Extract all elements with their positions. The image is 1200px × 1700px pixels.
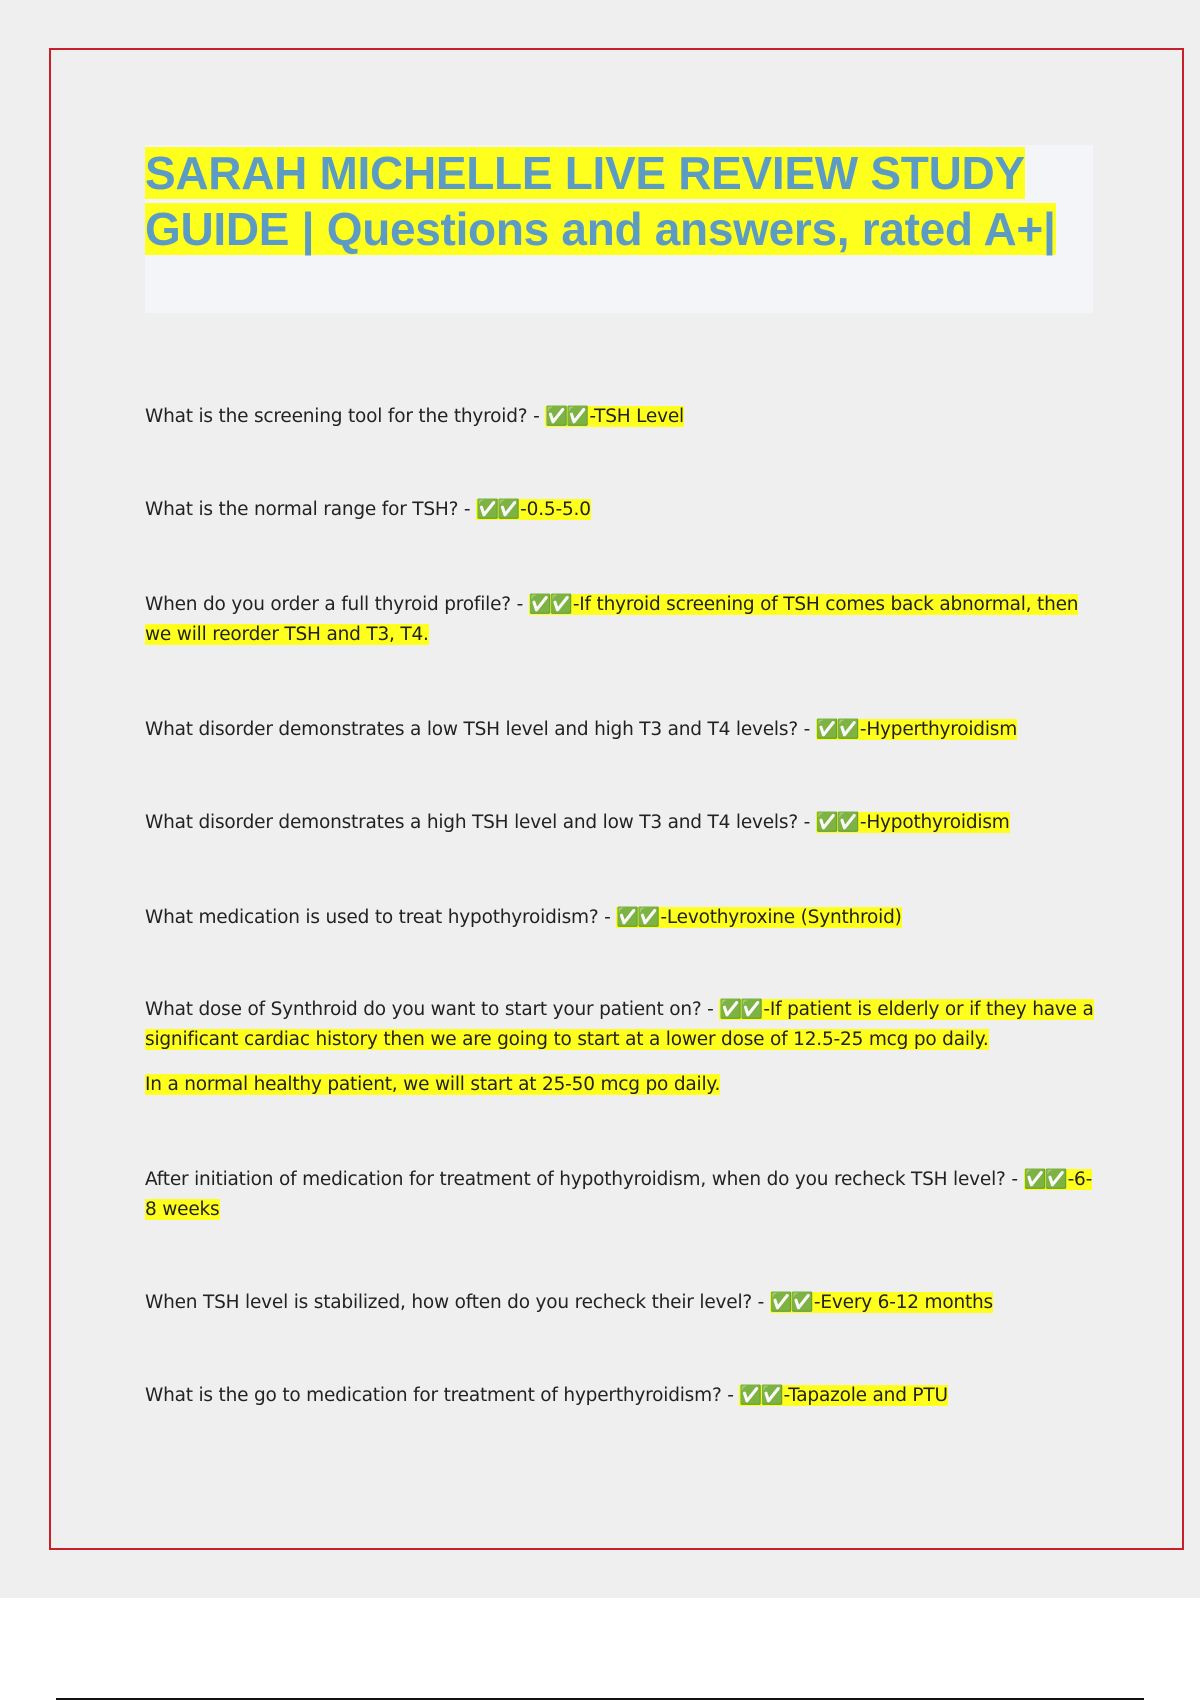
answer-highlight — [545, 406, 684, 427]
double-check-mark-icon: ✅✅ — [719, 999, 762, 1020]
answer-highlight — [816, 812, 1010, 833]
document-title: SARAH MICHELLE LIVE REVIEW STUDY GUIDE | Questions and answers, rated A+| — [145, 147, 1056, 255]
qa-item-4 — [145, 715, 1095, 745]
qa-item-3 — [145, 590, 1095, 650]
answer-text: -If thyroid screening of TSH comes back abnormal, then we will reorder TSH and T3, T4. — [145, 594, 1079, 645]
answer-highlight — [476, 499, 591, 520]
question-text: When do you order a full thyroid profile? - — [145, 594, 529, 615]
question-text: What dose of Synthroid do you want to start your patient on? - — [145, 999, 720, 1020]
question-text: What is the screening tool for the thyroid? - — [145, 406, 546, 427]
qa-item-5 — [145, 808, 1095, 838]
qa-item-6 — [145, 903, 1095, 933]
double-check-mark-icon: ✅✅ — [476, 499, 519, 520]
answer-text: -6-8 weeks — [145, 1169, 1093, 1220]
answer-text: -Every 6-12 months — [813, 1292, 994, 1313]
question-text: When TSH level is stabilized, how often do you recheck their level? - — [145, 1292, 770, 1313]
double-check-mark-icon: ✅✅ — [545, 406, 588, 427]
answer-text: -0.5-5.0 — [520, 499, 591, 520]
answer-text: -Hypothyroidism — [859, 812, 1010, 833]
double-check-mark-icon: ✅✅ — [616, 907, 659, 928]
answer-highlight — [616, 907, 901, 928]
double-check-mark-icon: ✅✅ — [739, 1385, 782, 1406]
question-text: What is the go to medication for treatment of hyperthyroidism? - — [145, 1385, 740, 1406]
answer-text: -TSH Level — [589, 406, 684, 427]
answer-highlight — [739, 1385, 947, 1406]
qa-item-7 — [145, 995, 1095, 1055]
answer-text: -Tapazole and PTU — [783, 1385, 948, 1406]
question-text: What medication is used to treat hypothyroidism? - — [145, 907, 617, 928]
answer-highlight — [770, 1292, 993, 1313]
title-box — [145, 145, 1093, 313]
qa-item-10 — [145, 1381, 1095, 1411]
qa-item-1 — [145, 402, 1095, 432]
qa-item-8 — [145, 1165, 1095, 1225]
question-text: What disorder demonstrates a high TSH level and low T3 and T4 levels? - — [145, 812, 816, 833]
question-text: What is the normal range for TSH? - — [145, 499, 477, 520]
answer-text: -Hyperthyroidism — [859, 719, 1018, 740]
double-check-mark-icon: ✅✅ — [815, 812, 858, 833]
question-text: What disorder demonstrates a low TSH level and high T3 and T4 levels? - — [145, 719, 816, 740]
answer-text: -If patient is elderly or if they have a significant cardiac history then we are going to start at a lower dose of 12.5-25 mcg po daily. — [145, 999, 1094, 1050]
double-check-mark-icon: ✅✅ — [1023, 1169, 1066, 1190]
double-check-mark-icon: ✅✅ — [815, 719, 858, 740]
qa-item-2 — [145, 495, 1095, 525]
answer-extra-text: In a normal healthy patient, we will start at 25-50 mcg po daily. — [145, 1074, 721, 1095]
answer-highlight — [816, 719, 1017, 740]
qa-item-9 — [145, 1288, 1095, 1318]
qa-item-7-extra — [145, 1070, 1095, 1100]
question-text: After initiation of medication for treatment of hypothyroidism, when do you recheck TSH level? - — [145, 1169, 1024, 1190]
answer-text: -Levothyroxine (Synthroid) — [660, 907, 902, 928]
double-check-mark-icon: ✅✅ — [528, 594, 571, 615]
double-check-mark-icon: ✅✅ — [769, 1292, 812, 1313]
